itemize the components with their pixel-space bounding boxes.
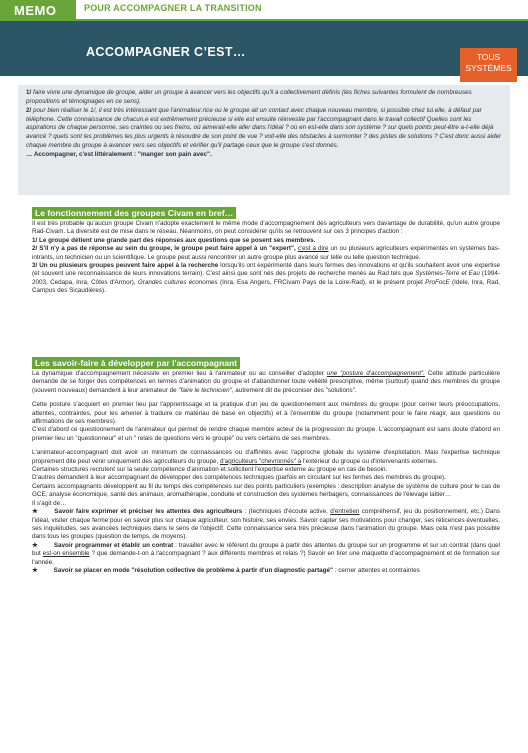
badge-line-2: SYSTÈMES xyxy=(465,63,512,73)
top-bar xyxy=(0,0,528,21)
section2-p8: Il s'agit de… xyxy=(32,499,67,507)
bullet-2-underlined: est-on ensemble xyxy=(42,550,90,558)
intro-paragraph-3 xyxy=(26,151,502,160)
section1-item2 xyxy=(32,245,500,262)
project-name-1: Systèmes-Terre et Eau xyxy=(415,270,480,278)
section1-item2-tail: un ou plusieurs agriculteurs expérimentés en systèmes bas-intrants, un technicien ou un scientifique. Le groupe peut aussi rencontrer un autre groupe plus avancé sur telle ou telle question technique. xyxy=(32,245,500,261)
bullet-1 xyxy=(32,508,500,542)
star-icon: ★ xyxy=(32,508,39,516)
section1-item3-text-d: (Idele, Inra, Rad, Campus des Sicaudières). xyxy=(32,278,500,295)
section-heading-2: Les savoir-faire à développer par l'accompagnant xyxy=(32,357,240,369)
intro-text-2: pour bien réaliser le 1/, il est très intéressant que l'animateur.rice ou le groupe ait un contact avec chaque nouveau membre, si possible chez lui.elle, à défaut par téléphone. Cette connaissance de chacun.e est extrêmement précieuse si elle est ensuite réinvestie par l'accompagnant dans le travail collectif Quelles sont les aspirations de chaque personne, ses craintes ou ses freins, où aimerait-elle aller dans l'idéal ? où en est-elle dans son système ? sur quels points peut-être a-t-elle déjà avancé ? quels sont les problèmes les plus urgents à résoudre de son point de vue ? voit-elle des obstacles à surmonter ? des pistes de solutions ? C'est donc aussi aider chaque membre du groupe à avancer vers ses objectifs et vérifier qu'il partage ceux que le groupe s'est donnés. xyxy=(26,107,502,149)
intro-num-1: 1/ xyxy=(26,89,32,96)
section-heading-1: Le fonctionnement des groupes Civam en bref… xyxy=(32,207,236,219)
section1-item1-text: 1/ Le groupe détient une grande part des réponses aux questions que se posent ses membres. xyxy=(32,236,316,244)
section2-p4-a: L'animateur-accompagnant doit avoir un minimum de connaissances ou d'affinités avec l'approche globale du système d'exploitation. Mais l'expertise technique proprement dite peut venir uniquement des agriculteurs du groupe, xyxy=(32,449,500,465)
subtitle-line xyxy=(76,0,528,21)
bullet-2-head: Savoir programmer et établir un contrat xyxy=(53,541,174,549)
section2-p6: D'autres demandent à leur accompagnant de développer des compétences techniques (parfois en circulant sur les fermes des membres du groupe). xyxy=(32,474,446,482)
intro-paragraph-2 xyxy=(26,107,502,150)
bullet-3-head: Savoir se placer en mode "résolution collective de problème à partir d'un diagnostic partagé" xyxy=(53,566,334,574)
section2-p4 xyxy=(32,449,500,466)
bullet-2 xyxy=(32,542,500,567)
section1-item2-head: 2/ S'il n'y a pas de réponse au sein du groupe, le groupe peut faire appel à un "expert", xyxy=(32,245,296,253)
section2-p1-b: Cette attitude particulière demande de se forger des compétences en termes d'animation du groupe et d'abandonner toute velléité prescriptive, même (surtout) quand des membres du groupe (souvent nouveaux) demandent à leur animateur de xyxy=(32,370,500,394)
section1-item3-text-c: (Inra, Esa Angers, FRCivam Pays de la Loire-Rad), et le présent projet xyxy=(217,278,426,286)
section1-item1 xyxy=(32,237,500,245)
section2-p4-underlined: d'agriculteurs "chevronnés" à xyxy=(219,457,302,465)
section2-p2: Cette posture s'acquiert en premier lieu par l'apprentissage et la pratique d'un jeu de questionnement aux membres du groupe (pour cerner leurs préoccupations, attentes, contraintes, pour les amener à traduire ce matériau de base en objectifs) et à l'ensemble du groupe (notamment pour le faire réagir, aux questions ou affirmations de ses membres). xyxy=(32,401,500,426)
badge-line-1: TOUS xyxy=(476,52,501,62)
page-title: ACCOMPAGNER C’EST… xyxy=(86,45,246,59)
section2-p5: Certaines structures recrutent sur la seule compétence d'animation et sollicitent l'expertise externe au groupe en cas de besoin. xyxy=(32,466,388,474)
section2-p1-italic: "faire le technicien" xyxy=(178,386,232,394)
section2-p7: Certains accompagnants développent au fil du temps des compétences sur des points particuliers (exemples : description analyse de système de culture pour le cas de GCE, analyse économique, santé des animaux, aromathérapie, conduite et construction des systèmes herbagers, connaissances de l'élevage laitier… xyxy=(32,482,500,499)
section-functioning xyxy=(32,207,500,296)
section2-p3: C'est d'abord ce questionnement de l'animateur qui permet de rendre chaque membre acteur de la progression du groupe. L'accompagnant est sans doute d'abord en premier lieu un "questionneur" et un " relais de questions vers le groupe" ou vers certains de ses membres. xyxy=(32,426,500,442)
section2-p1-c: , autrement dit de préconiser des "solutions". xyxy=(231,386,357,394)
section2-p1-a: La dynamique d'accompagnement nécessite en premier lieu à l'animateur ou au conseiller d'adopter xyxy=(32,370,327,377)
section1-item3-text-b: (1994-2003, Cedapa, Inra, Côtes d'Armor), xyxy=(32,270,501,286)
subtitle: POUR ACCOMPAGNER LA TRANSITION xyxy=(84,3,262,13)
project-name-3: ProFocE xyxy=(425,278,450,286)
section1-item2-underlined: c'est à dire xyxy=(297,245,329,253)
star-icon: ★ xyxy=(32,566,38,574)
section-skills xyxy=(32,357,500,575)
intro-box xyxy=(18,85,510,195)
section1-item3-head: 3/ Un ou plusieurs groupes peuvent faire appel à la recherche xyxy=(32,262,219,270)
section1-item3-text-a: lorsqu'ils ont expérimenté dans leurs fermes des innovations et qu'ils souhaitent avoir une expertise (et souvent une reconnaissance de leurs innovations terrain). C'est ainsi que sont nés des projets de recherche menés au Rad tels que xyxy=(32,262,500,278)
title-banner xyxy=(0,21,528,76)
intro-text-3: … Accompagner, c'est littéralement : "manger son pain avec". xyxy=(26,151,212,159)
intro-num-2: 2/ xyxy=(26,107,32,115)
section1-item3 xyxy=(32,262,500,296)
section2-p1 xyxy=(32,370,500,395)
bullet-2-a: : travailler avec le référent du groupe à partir des attentes du groupe sur un programme et sur un contrat (dans quel but xyxy=(32,541,500,558)
bullet-1-head: Savoir faire exprimer et préciser les attentes des agriculteurs xyxy=(54,508,243,516)
bullet-3 xyxy=(32,567,500,575)
star-icon: ★ xyxy=(32,541,38,549)
memo-tag: MEMO xyxy=(0,0,76,21)
intro-paragraph-1 xyxy=(26,89,502,106)
section1-intro: Il est très probable qu'aucun groupe Civam n'adopte exactement le même mode d'accompagnement des agriculteurs vers davantage de durabilité, qu'un autre groupe Rad-Civam. La diversité est de mise dans le réseau. Néanmoins, on peut considérer qu'ils se retrouvent sur ces 3 principes d'action : xyxy=(32,220,500,236)
bullet-1-underlined: d'entretien xyxy=(330,508,360,516)
section2-p4-b: l'extérieur du groupe ou d'intervenants externes. xyxy=(301,457,438,465)
bullet-1-b: compréhensif, jeu du positionnement, etc.) Dans l'idéal, visiter chaque ferme pour en savoir plus sur chaque agriculteur, son histoire, ses envies. Savoir capter ses motivations pour changer, ses réticences éventuelles, ses inquiétudes, ses avancées techniques dans le sens de l'objectif. Cette connaissance sera très précieuse dans l'animation du groupe. Mais cela n'est pas possible dans tous les groupes (question de temps, de moyens). xyxy=(32,508,500,541)
bullet-2-b: ? que demande-t-on à l'accompagnant ? aux différents membres et relais ?) Savoir en tirer une maquette d'accompagnement et de formation sur l'année. xyxy=(32,550,500,566)
project-name-2: Grandes cultures économes xyxy=(137,278,218,286)
section2-p1-underlined: une "posture d'accompagnement". xyxy=(326,370,425,377)
bullet-1-a: : (techniques d'écoute active, xyxy=(242,508,331,516)
intro-text-1: faire vivre une dynamique de groupe, aider un groupe à avancer vers les objectifs qu'il a collectivement définis (les fiches suivantes formulent de nombreuses propositions et témoignages en ce sens). xyxy=(26,89,472,105)
category-badge xyxy=(460,48,517,82)
bullet-3-a: : cerner attentes et contraintes xyxy=(333,566,420,574)
